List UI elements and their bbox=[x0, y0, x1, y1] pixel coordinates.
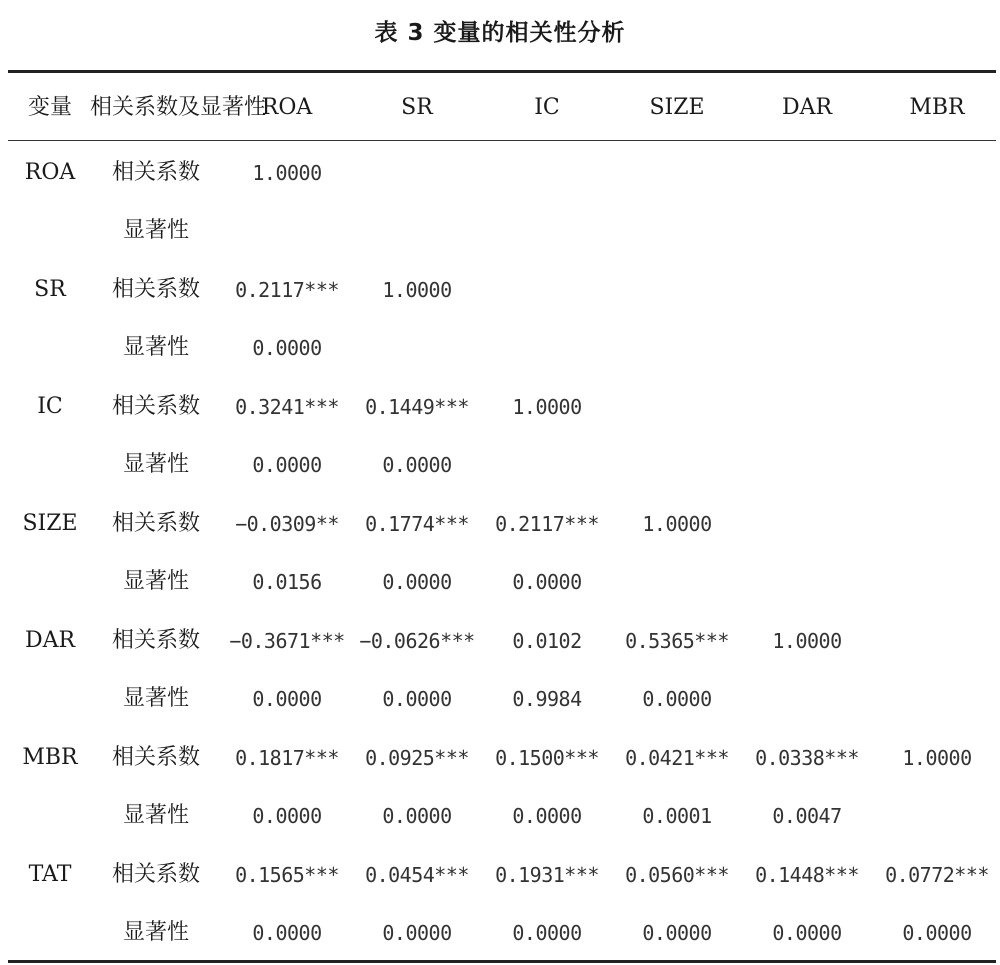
sig-value: 0.0000 bbox=[252, 921, 322, 945]
sig-label: 显著性 bbox=[122, 920, 189, 945]
header-ic: IC bbox=[534, 95, 560, 120]
sig-value: 0.0000 bbox=[902, 921, 972, 945]
sig-value: 0.0000 bbox=[382, 687, 452, 711]
corr-label: 相关系数 bbox=[111, 277, 200, 302]
corr-value: 0.2117*** bbox=[235, 278, 339, 302]
corr-value: 1.0000 bbox=[382, 278, 452, 302]
corr-value: 0.0102 bbox=[512, 629, 582, 653]
header-size: SIZE bbox=[649, 95, 705, 120]
corr-value: 0.0925*** bbox=[365, 746, 469, 770]
sig-label: 显著性 bbox=[122, 803, 189, 828]
row-variable-name: ROA bbox=[24, 160, 76, 185]
sig-label: 显著性 bbox=[122, 569, 189, 594]
corr-value: 0.1774*** bbox=[365, 512, 469, 536]
sig-value: 0.0000 bbox=[382, 804, 452, 828]
sig-value: 0.0000 bbox=[642, 687, 712, 711]
sig-value: 0.0000 bbox=[252, 804, 322, 828]
corr-value: 0.0772*** bbox=[885, 863, 989, 887]
sig-value: 0.0000 bbox=[382, 570, 452, 594]
row-variable-name: MBR bbox=[22, 745, 78, 770]
corr-label: 相关系数 bbox=[111, 862, 200, 887]
corr-value: 0.5365*** bbox=[625, 629, 729, 653]
corr-value: 0.0338*** bbox=[755, 746, 859, 770]
sig-value: 0.0047 bbox=[772, 804, 842, 828]
corr-value: 0.1448*** bbox=[755, 863, 859, 887]
sig-label: 显著性 bbox=[122, 335, 189, 360]
corr-value: −0.0626*** bbox=[359, 629, 475, 653]
corr-value: 1.0000 bbox=[902, 746, 972, 770]
sig-value: 0.0000 bbox=[252, 336, 322, 360]
row-variable-name: SR bbox=[34, 277, 66, 302]
sig-value: 0.0156 bbox=[252, 570, 322, 594]
corr-label: 相关系数 bbox=[111, 745, 200, 770]
corr-value: 1.0000 bbox=[772, 629, 842, 653]
corr-value: 0.1931*** bbox=[495, 863, 599, 887]
header-rule bbox=[8, 140, 996, 141]
header-mbr: MBR bbox=[909, 95, 965, 120]
corr-value: 0.0454*** bbox=[365, 863, 469, 887]
sig-label: 显著性 bbox=[122, 218, 189, 243]
row-variable-name: IC bbox=[37, 394, 63, 419]
sig-value: 0.9984 bbox=[512, 687, 582, 711]
corr-value: 1.0000 bbox=[642, 512, 712, 536]
table-title: 表 3 变量的相关性分析 bbox=[374, 20, 626, 46]
corr-label: 相关系数 bbox=[111, 511, 200, 536]
sig-value: 0.0000 bbox=[512, 570, 582, 594]
corr-label: 相关系数 bbox=[111, 160, 200, 185]
sig-value: 0.0000 bbox=[512, 921, 582, 945]
corr-value: 0.0560*** bbox=[625, 863, 729, 887]
header-sr: SR bbox=[401, 95, 433, 120]
sig-value: 0.0000 bbox=[382, 921, 452, 945]
header-corr-sig: 相关系数及显著性 bbox=[90, 95, 267, 120]
corr-label: 相关系数 bbox=[111, 628, 200, 653]
row-variable-name: SIZE bbox=[22, 511, 78, 536]
sig-value: 0.0000 bbox=[252, 687, 322, 711]
corr-value: 1.0000 bbox=[512, 395, 582, 419]
corr-value: 0.0421*** bbox=[625, 746, 729, 770]
header-variable: 变量 bbox=[27, 95, 72, 120]
row-variable-name: TAT bbox=[28, 862, 72, 887]
sig-value: 0.0001 bbox=[642, 804, 712, 828]
sig-value: 0.0000 bbox=[512, 804, 582, 828]
sig-label: 显著性 bbox=[122, 686, 189, 711]
sig-value: 0.0000 bbox=[772, 921, 842, 945]
corr-value: 0.1565*** bbox=[235, 863, 339, 887]
corr-value: 1.0000 bbox=[252, 161, 322, 185]
corr-label: 相关系数 bbox=[111, 394, 200, 419]
header-dar: DAR bbox=[781, 95, 833, 120]
corr-value: 0.1817*** bbox=[235, 746, 339, 770]
corr-value: 0.2117*** bbox=[495, 512, 599, 536]
sig-label: 显著性 bbox=[122, 452, 189, 477]
top-rule bbox=[8, 70, 996, 73]
row-variable-name: DAR bbox=[24, 628, 76, 653]
corr-value: −0.0309** bbox=[235, 512, 339, 536]
sig-value: 0.0000 bbox=[382, 453, 452, 477]
corr-value: 0.1449*** bbox=[365, 395, 469, 419]
sig-value: 0.0000 bbox=[642, 921, 712, 945]
header-roa: ROA bbox=[261, 95, 313, 120]
corr-value: 0.1500*** bbox=[495, 746, 599, 770]
sig-value: 0.0000 bbox=[252, 453, 322, 477]
corr-value: 0.3241*** bbox=[235, 395, 339, 419]
bottom-rule bbox=[8, 960, 996, 963]
corr-value: −0.3671*** bbox=[229, 629, 345, 653]
